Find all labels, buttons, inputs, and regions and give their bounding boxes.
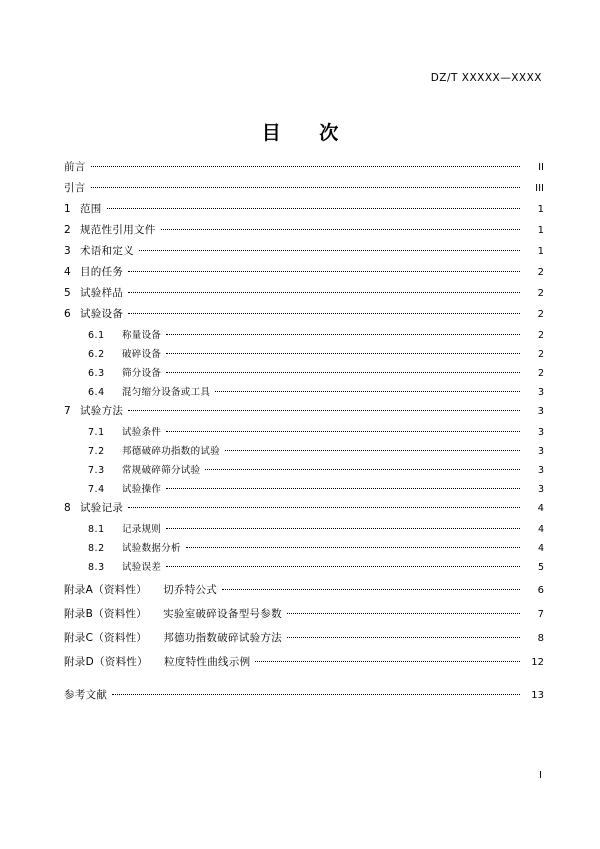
- toc-leader-dots: [255, 653, 520, 665]
- toc-leader-dots: [128, 305, 520, 317]
- toc-annex-label: 附录B（资料性）: [64, 608, 148, 620]
- toc-entry-label: 规范性引用文件: [80, 224, 156, 236]
- toc-page-number: 12: [531, 657, 544, 668]
- toc-page-number: 4: [537, 543, 544, 554]
- toc-entry-annex-d[interactable]: [64, 653, 544, 677]
- toc-leader-dots: [112, 686, 520, 698]
- toc-entry-label: 目的任务: [80, 266, 124, 278]
- toc-entry-clause-6-1[interactable]: [64, 326, 544, 345]
- toc-entry-clause-2[interactable]: [64, 221, 544, 242]
- toc-leader-dots: [166, 364, 520, 376]
- toc-entry-label: 试验操作: [122, 484, 162, 495]
- toc-leader-dots: [139, 242, 520, 254]
- document-code: DZ/T XXXXX—XXXX: [430, 72, 542, 84]
- toc-page-number: 3: [537, 387, 544, 398]
- toc-entry-label: 试验样品: [80, 287, 124, 299]
- toc-leader-dots: [205, 461, 520, 473]
- table-of-contents: [64, 158, 544, 710]
- toc-page-number: III: [535, 183, 544, 194]
- toc-entry-number: 7: [64, 405, 71, 417]
- toc-entry-label: 试验条件: [122, 427, 162, 438]
- toc-page-number: 3: [537, 427, 544, 438]
- toc-entry-clause-6-4[interactable]: [64, 383, 544, 402]
- toc-leader-dots: [166, 326, 520, 338]
- toc-entry-label: 术语和定义: [80, 245, 134, 257]
- toc-entry-clause-8-1[interactable]: [64, 520, 544, 539]
- toc-leader-dots: [166, 520, 520, 532]
- toc-entry-clause-7[interactable]: [64, 402, 544, 423]
- toc-entry-clause-7-1[interactable]: [64, 423, 544, 442]
- toc-annex-title: 实验室破碎设备型号参数: [163, 608, 282, 620]
- toc-page-number: 1: [537, 246, 544, 257]
- toc-page-number: 3: [537, 465, 544, 476]
- toc-leader-dots: [222, 581, 520, 593]
- toc-entry-label: 邦德破碎功指数的试验: [122, 446, 221, 457]
- toc-annex-label: 附录D（资料性）: [64, 656, 148, 668]
- toc-entry-number: 6.1: [88, 330, 105, 341]
- toc-page-number: 2: [537, 267, 544, 278]
- toc-leader-dots: [128, 402, 520, 414]
- toc-annex-title: 粒度特性曲线示例: [164, 656, 251, 668]
- toc-section-spacer: [64, 677, 544, 686]
- toc-entry-clause-6-2[interactable]: [64, 345, 544, 364]
- toc-page-number: 3: [537, 484, 544, 495]
- toc-leader-dots: [91, 158, 520, 170]
- toc-leader-dots: [128, 284, 520, 296]
- toc-page-number: 8: [537, 633, 544, 644]
- toc-entry-annex-c[interactable]: [64, 629, 544, 653]
- toc-entry-number: 8.2: [88, 543, 105, 554]
- toc-entry-label: 混匀缩分设备或工具: [122, 387, 211, 398]
- toc-entry-clause-6-3[interactable]: [64, 364, 544, 383]
- toc-entry-clause-4[interactable]: [64, 263, 544, 284]
- toc-annex-title: 邦德功指数破碎试验方法: [163, 632, 283, 644]
- toc-entry-number: 8.3: [88, 562, 105, 573]
- toc-entry-label: 前言: [64, 161, 86, 173]
- toc-entry-label: 引言: [64, 182, 86, 194]
- toc-entry-label: 称量设备: [122, 330, 162, 341]
- toc-entry-clause-8-3[interactable]: [64, 558, 544, 577]
- toc-page-number: 4: [537, 503, 544, 514]
- toc-page-number: 6: [537, 585, 544, 596]
- toc-entry-number: 6.3: [88, 368, 105, 379]
- toc-entry-number: 1: [64, 203, 71, 215]
- toc-entry-label: 范围: [80, 203, 102, 215]
- toc-entry-clause-5[interactable]: [64, 284, 544, 305]
- toc-page-number: 1: [537, 204, 544, 215]
- toc-annex-label: 附录C（资料性）: [64, 632, 148, 644]
- toc-entry-number: 4: [64, 266, 71, 278]
- toc-page-number: 3: [537, 446, 544, 457]
- toc-entry-label: 破碎设备: [122, 349, 162, 360]
- toc-page-number: 5: [537, 562, 544, 573]
- toc-page-number: 2: [537, 349, 544, 360]
- toc-entry-label: 试验设备: [80, 308, 124, 320]
- toc-entry-clause-8-2[interactable]: [64, 539, 544, 558]
- toc-entry-references[interactable]: [64, 686, 544, 710]
- toc-leader-dots: [128, 499, 520, 511]
- toc-entry-clause-7-4[interactable]: [64, 480, 544, 499]
- toc-page-number: 13: [531, 690, 544, 701]
- toc-leader-dots: [287, 629, 520, 641]
- toc-entry-clause-1[interactable]: [64, 200, 544, 221]
- page-title: 目 次: [261, 122, 355, 144]
- toc-entry-number: 8: [64, 502, 71, 514]
- toc-leader-dots: [215, 383, 520, 395]
- toc-entry-number: 6.4: [88, 387, 105, 398]
- footer-page-number: I: [539, 770, 542, 781]
- toc-entry-label: 记录规则: [122, 524, 162, 535]
- toc-entry-number: 7.1: [88, 427, 105, 438]
- toc-page-number: 7: [537, 609, 544, 620]
- toc-leader-dots: [166, 345, 520, 357]
- toc-entry-number: 7.2: [88, 446, 105, 457]
- toc-leader-dots: [128, 263, 520, 275]
- toc-leader-dots: [287, 605, 520, 617]
- toc-entry-label: 试验数据分析: [122, 543, 181, 554]
- toc-entry-label: 试验方法: [80, 405, 124, 417]
- toc-page-number: 2: [537, 330, 544, 341]
- toc-entry-number: 8.1: [88, 524, 105, 535]
- toc-entry-label: 试验记录: [80, 502, 124, 514]
- toc-entry-label: 常规破碎筛分试验: [122, 465, 201, 476]
- toc-entry-introduction[interactable]: [64, 179, 544, 200]
- toc-entry-clause-7-3[interactable]: [64, 461, 544, 480]
- toc-entry-clause-7-2[interactable]: [64, 442, 544, 461]
- toc-page-number: 4: [537, 524, 544, 535]
- toc-leader-dots: [186, 539, 520, 551]
- toc-leader-dots: [225, 442, 520, 454]
- toc-entry-clause-8[interactable]: [64, 499, 544, 520]
- toc-entry-number: 2: [64, 224, 71, 236]
- toc-leader-dots: [91, 179, 520, 191]
- toc-page-number: 3: [537, 406, 544, 417]
- toc-entry-label: 参考文献: [64, 689, 108, 701]
- toc-entry-number: 7.3: [88, 465, 105, 476]
- toc-entry-label: 试验误差: [122, 562, 162, 573]
- toc-annex-title: 切乔特公式: [163, 584, 218, 596]
- toc-page-number: II: [538, 162, 544, 173]
- toc-entry-number: 7.4: [88, 484, 105, 495]
- toc-page-number: 2: [537, 309, 544, 320]
- toc-page-number: 2: [537, 368, 544, 379]
- toc-page-number: 2: [537, 288, 544, 299]
- toc-entry-clause-3[interactable]: [64, 242, 544, 263]
- toc-leader-dots: [166, 423, 520, 435]
- toc-entry-number: 3: [64, 245, 71, 257]
- toc-entry-label: 筛分设备: [122, 368, 162, 379]
- toc-leader-dots: [107, 200, 520, 212]
- toc-leader-dots: [161, 221, 520, 233]
- toc-entry-annex-a[interactable]: [64, 581, 544, 605]
- toc-page-number: 1: [537, 225, 544, 236]
- toc-annex-label: 附录A（资料性）: [64, 584, 148, 596]
- toc-entry-annex-b[interactable]: [64, 605, 544, 629]
- toc-entry-foreword[interactable]: [64, 158, 544, 179]
- toc-entry-number: 5: [64, 287, 71, 299]
- toc-entry-number: 6.2: [88, 349, 105, 360]
- toc-leader-dots: [166, 480, 520, 492]
- toc-entry-number: 6: [64, 308, 71, 320]
- toc-entry-clause-6[interactable]: [64, 305, 544, 326]
- toc-leader-dots: [166, 558, 520, 570]
